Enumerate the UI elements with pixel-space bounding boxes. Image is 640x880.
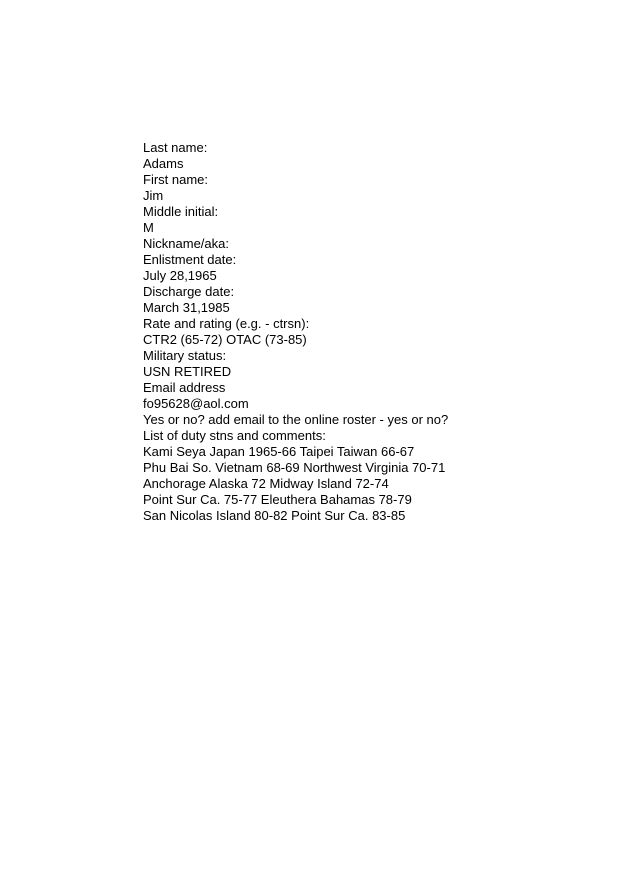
first-name-value: Jim [143,188,164,203]
military-status-value: USN RETIRED [143,364,232,379]
duty-station-line: Anchorage Alaska 72 Midway Island 72-74 [143,476,389,491]
duty-station-line: San Nicolas Island 80-82 Point Sur Ca. 83-85 [143,508,406,523]
first-name-label: First name: [143,172,209,187]
email-value: fo95628@aol.com [143,396,249,411]
duty-station-line: Kami Seya Japan 1965-66 Taipei Taiwan 66-67 [143,444,415,459]
discharge-date-label: Discharge date: [143,284,235,299]
duty-station-line: Phu Bai So. Vietnam 68-69 Northwest Virginia 70-71 [143,460,446,475]
duty-stations-label: List of duty stns and comments: [143,428,326,443]
discharge-date-value: March 31,1985 [143,300,230,315]
last-name-label: Last name: [143,140,208,155]
middle-initial-value: M [143,220,154,235]
nickname-label: Nickname/aka: [143,236,229,251]
last-name-value: Adams [143,156,184,171]
duty-station-line: Point Sur Ca. 75-77 Eleuthera Bahamas 78-79 [143,492,412,507]
roster-question: Yes or no? add email to the online roster - yes or no? [143,412,449,427]
rate-rating-label: Rate and rating (e.g. - ctrsn): [143,316,310,331]
email-label: Email address [143,380,226,395]
enlistment-date-value: July 28,1965 [143,268,217,283]
enlistment-date-label: Enlistment date: [143,252,237,267]
middle-initial-label: Middle initial: [143,204,219,219]
rate-rating-value: CTR2 (65-72) OTAC (73-85) [143,332,307,347]
military-status-label: Military status: [143,348,227,363]
roster-form-document [143,140,623,524]
